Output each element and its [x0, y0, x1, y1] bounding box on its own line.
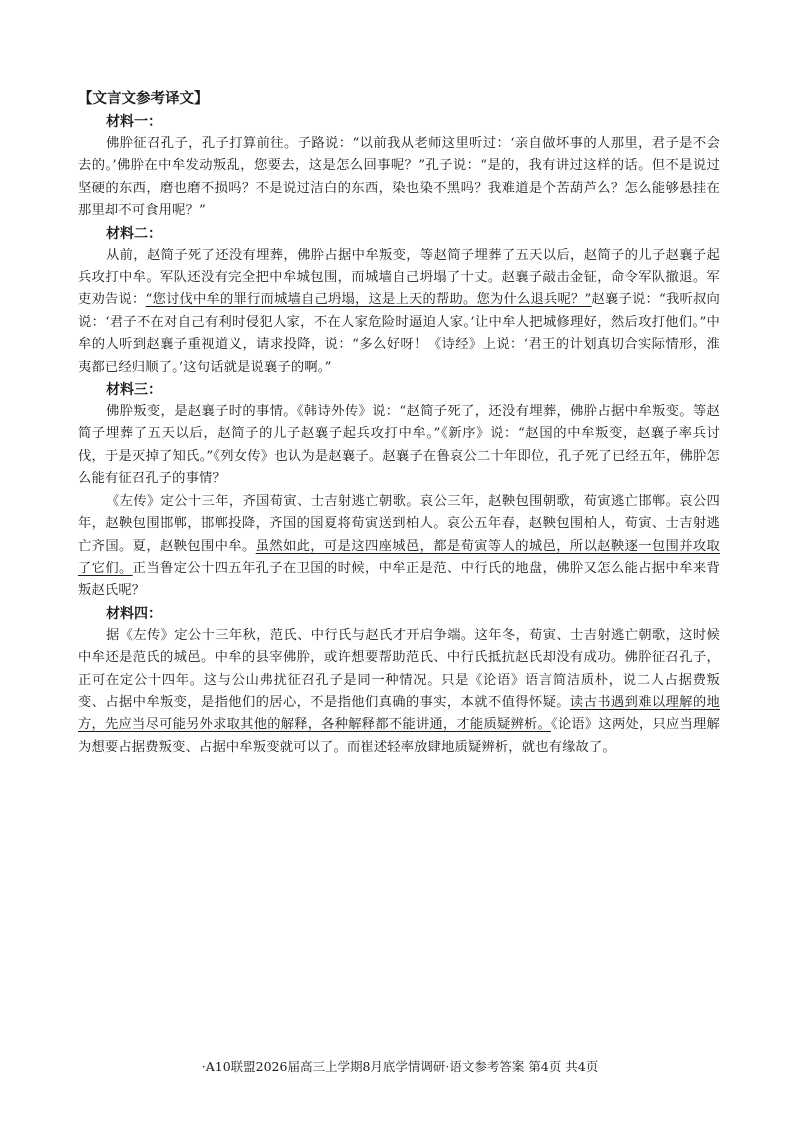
page-footer: ·A10联盟2026届高三上学期8月底学情调研·语文参考答案 第4页 共4页: [201, 1059, 599, 1074]
material-3-text-a: 《左传》定公十三年，齐国荀寅、士吉射逃亡朝歌。哀公三年，赵鞅包围朝歌，荀寅逃亡邯郸。哀公四年，赵鞅包围邯郸，邯郸投降，齐国的国夏将荀寅送到柏人。哀公五年春，赵鞅包围柏人，荀寅、士吉射逃亡齐国。夏，赵鞅包围中牟。: [78, 493, 720, 554]
material-2-text-b: 赵襄子说：“我听叔向说：‘君子不在对自己有利时侵犯人家，不在人家危险时逼迫人家。’让中牟人把城修理好，然后攻打他们。”中牟的人听到赵襄子重视道义，请求投降，说：“多么好呀！《诗经》上说：‘君王的计划真切合实际情形，淮夷都已经归顺了。’这句话就是说襄子的啊。”: [78, 292, 720, 375]
section-heading: 【文言文参考译文】: [78, 91, 209, 107]
material-2-text-a: 从前，赵简子死了还没有埋葬，佛肸占据中牟叛变，等赵简子埋葬了五天以后，赵简子的儿子赵襄子起兵攻打中牟。军队还没有完全把中牟城包围，而城墙自己坍塌了十丈。赵襄子敲击金钲，命令军队撤退。军吏劝告说：: [78, 247, 720, 308]
material-3-paragraph-1: 佛肸叛变，是赵襄子时的事情。《韩诗外传》说：“赵简子死了，还没有埋葬，佛肸占据中牟叛变。等赵简子埋葬了五天以后，赵简子的儿子赵襄子起兵攻打中牟。”《新序》说：“赵国的中牟叛变，赵襄子率兵讨伐，于是灭掉了知氏。”《列女传》也认为是赵襄子。赵襄子在鲁哀公二十年即位，孔子死了已经五年，佛肸怎么能有征召孔子的事情？: [78, 404, 720, 487]
answer-page: [78, 88, 720, 759]
material-2-underlined: “您讨伐中牟的罪行而城墙自己坍塌，这是上天的帮助。您为什么退兵呢？”: [145, 292, 592, 308]
material-2-paragraph: [78, 245, 720, 379]
material-4-underlined: 读古书遇到难以理解的地方，先应当尽可能另外求取其他的解释，各种解释都不能讲通，才能质疑辨析。: [78, 694, 720, 733]
material-4-text-b: 《论语》这两处，只应当理解为想要占据费叛变、占据中牟叛变就可以了。而崔述轻率放肆地质疑辨析，就也有缘故了。: [78, 717, 720, 755]
material-4-paragraph: [78, 625, 720, 759]
material-3-paragraph-2: [78, 491, 720, 603]
material-4-text-a: 据《左传》定公十三年秋，范氏、中行氏与赵氏才开启争端。这年冬，荀寅、士吉射逃亡朝歌，这时候中牟还是范氏的城邑。中牟的县宰佛肸，或许想要帮助范氏、中行氏抵抗赵氏却没有成功。佛肸征召孔子，正可在定公十四年。这与公山弗扰征召孔子是同一种情况。只是《论语》语言简洁质朴，说二人占据费叛变、占据中牟叛变，是指他们的居心，不是指他们真确的事实，本就不值得怀疑。: [78, 627, 720, 710]
material-2-label: 材料二：: [106, 225, 162, 242]
material-4-label: 材料四：: [106, 605, 162, 622]
material-3-label: 材料三：: [106, 382, 162, 399]
material-1-paragraph: 佛肸征召孔子，孔子打算前往。子路说：“以前我从老师这里听过：‘亲自做坏事的人那里，君子是不会去的。’佛肸在中牟发动叛乱，您要去，这是怎么回事呢？”孔子说：“是的，我有讲过这样的话。但不是说过坚硬的东西，磨也磨不损吗？不是说过洁白的东西，染也染不黑吗？我难道是个苦葫芦么？怎么能够悬挂在那里却不可食用呢？”: [78, 136, 720, 219]
material-3-text-b: 正当鲁定公十四五年孔子在卫国的时候，中牟正是范、中行氏的地盘，佛肸又怎么能占据中牟来背叛赵氏呢？: [78, 560, 720, 599]
material-3-underlined: 虽然如此，可是这四座城邑，都是荀寅等人的城邑，所以赵鞅逐一包围并攻取了它们。: [78, 538, 720, 576]
material-1-label: 材料一：: [106, 114, 162, 130]
